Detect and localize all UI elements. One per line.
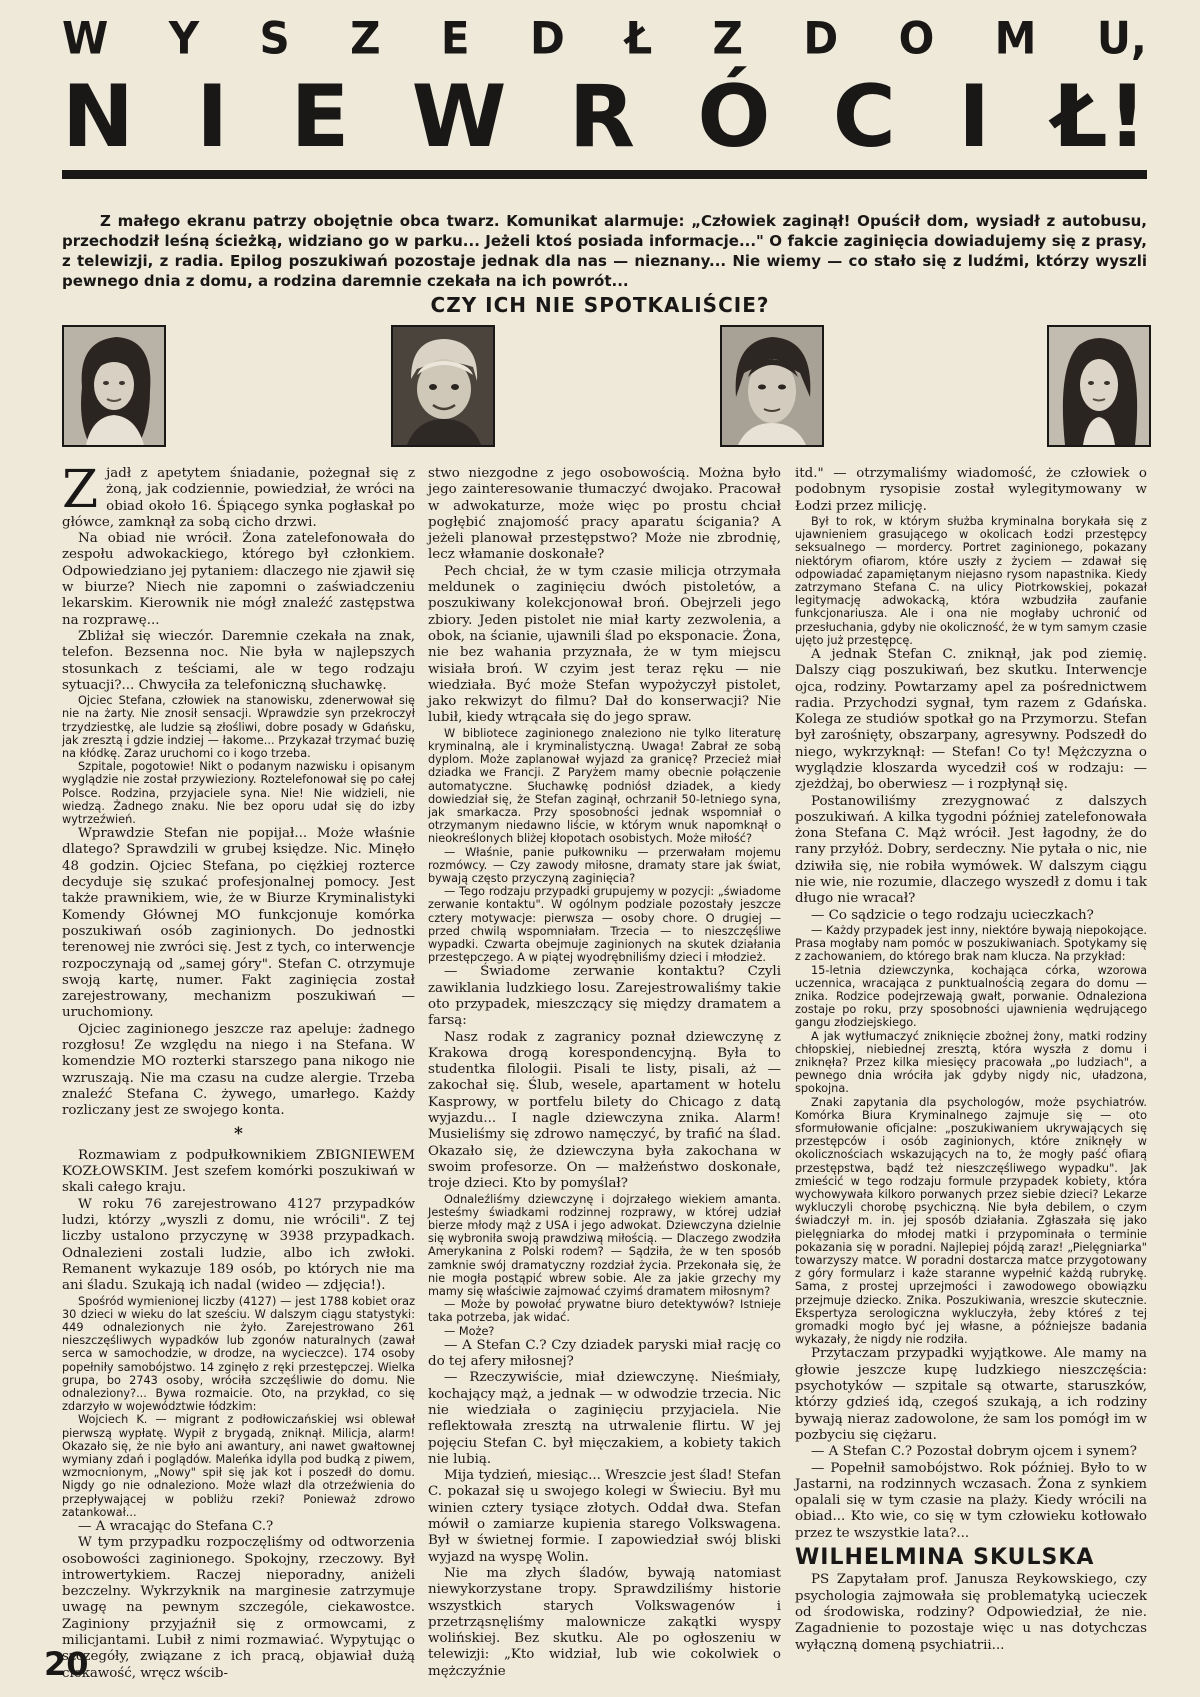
article-paragraph: Był to rok, w którym służba kryminalna borykała się z ujawnieniem grasującego w okolicach Łodzi przestępcy seksualnego — mordercy. Portret zaginionego, pokazany niektórym ofiarom, które uszły z życiem — zdawał się odpowiadać zapamiętanym niejasno rysom napastnika. Kiedy zatrzymano Stefana C. na ulicy Piotrkowskiej, pokazał legitymację adwokacką, która wzbudziła zaufanie funkcjonariusza. Ale i ona nie mogłaby uchronić od przesłuchania, gdyby nie okoliczność, że w tym samym czasie ujęto już przestępcę.	[795, 514, 1147, 647]
article-paragraph: Zjadł z apetytem śniadanie, pożegnał się z żoną, jak codziennie, powiedział, że wróci na obiad około 16. Śpiącego synka pogłaskał po główce, zamknął za sobą cicho drzwi.	[62, 460, 415, 530]
article-paragraph: Wojciech K. — migrant z podłowiczańskiej wsi oblewał pierwszą wypłatę. Wypił z brygadą, zniknął. Milicja, alarm! Okazało się, że nie było ani awantury, ani nawet gwałtownej wymiany zdań i poglądów. Maleńka idylla pod budką z piwem, wzmocnionym, „Nowy" spił się jak kot i poszedł do domu. Nigdy go nie odnaleziono. Może wlazł dla otrzeźwienia do przepływającej w pobliżu rzeki? Ponieważ zdrowo zatankował...	[62, 1413, 415, 1519]
article-paragraph: — Popełnił samobójstwo. Rok później. Było to w Jastarni, na rodzinnych wczasach. Żona z synkiem opalali się w tym czasie na plaży. Kiedy wrócili na obiad... Kto wie, co się w tym człowieku kotłowało przez te wszystkie lata?...	[795, 1460, 1147, 1541]
article-paragraph: Postanowiliśmy zrezygnować z dalszych poszukiwań. A kilka tygodni później zatelefonowała żona Stefana C. Mąż wrócił. Jest łagodny, że do rany przyłóż. Dobry, serdeczny. Nie pytała o nic, nie dziwiła się, nie robiła wymówek. W dalszym ciągu nie wie, nie rozumie, dlaczego wyszedł z domu i tak długo nie wracał?	[795, 793, 1147, 907]
drop-cap: Z	[62, 460, 99, 520]
article-paragraph: Szpitale, pogotowie! Nikt o podanym nazwisku i opisanym wyglądzie nie został przywieziony. Roztelefonował się po całej Polsce. Rodzina, przyjaciele syna. Nie! Nie widzieli, nie wiedzą. Żadnego znaku. Nie bez oporu udał się do izby wytrzeźwień.	[62, 760, 415, 826]
article-column-3	[795, 466, 1147, 1653]
article-paragraph: Mija tydzień, miesiąc... Wreszcie jest ślad! Stefan C. pokazał się u swojego kolegi w Świeciu. Był mu winien cztery tysiące złotych. Oddał dwa. Stefan mówił o zamiarze kupienia starego Volkswagena. Był w świetnej formie. I zapowiedział swój bliski wyjazd na wyspę Wolin.	[428, 1468, 781, 1565]
article-paragraph: Nie ma złych śladów, bywają natomiast niewykorzystane tropy. Sprawdziliśmy historie wszystkich starych Volkswagenów i przetrząsnęliśmy malownicze zakątki wyspy wolińskiej. Bez skutku. Ale po ogłoszeniu w telewizji: „Kto widział, lub wie cokolwiek o mężczyźnie	[428, 1565, 781, 1679]
headline-1-letter: Ł	[625, 12, 653, 65]
article-paragraph: — Właśnie, panie pułkowniku — przerwałam mojemu rozmówcy. — Czy zawody miłosne, dramaty stare jak świat, bywają często przyczyną zaginięcia?	[428, 845, 781, 885]
article-paragraph: — Co sądzicie o tego rodzaju ucieczkach?	[811, 907, 1094, 923]
headline-1-letter: S	[259, 12, 290, 65]
article-paragraph: Ojciec Stefana, człowiek na stanowisku, zdenerwował się nie na żarty. Nie znosił sensacji. Wprawdzie syn przekroczył trzydziestkę, ale ludzie są złośliwi, dobre posady w Gdańsku, jak zresztą i gdzie indziej — łakome... Przykazał trzymać buzię na kłódkę. Zaraz uruchomi co i kogo trzeba.	[62, 694, 415, 760]
article-paragraph: — Może?	[444, 1324, 495, 1338]
headline-2-letter: N	[62, 67, 134, 167]
article-paragraph: Znaki zapytania dla psychologów, może psychiatrów. Komórka Biura Kryminalnego zajmuje się — oto sformułowanie oficjalne: „poszukiwaniem ukrywających się przestępców i osób zaginionych, które zniknęły w okolicznościach wskazujących na to, że mogły paść ofiarą przestępstwa, bądź też nieszczęśliwego wypadku". Jak zmieścić w tego rodzaju formule przypadek kobiety, która wychowywała kilkoro porwanych przez siebie dzieci? Lekarze wykluczyli chorobę psychiczną. Nie była debilem, o czym świadczył m. in. jej sposób działania. Zgłaszała się jako pielęgniarka do młodej matki i przypominała o terminie pokazania się w poradni. Najlepiej pójdą zaraz! „Pielęgniarka" towarzyszy matce. W poradni dostarcza matce przygotowany z góry formularz i każe staranne wypełnić każdą rubrykę. Sama, z prostej uprzejmości i zawodowego obowiązku przejmuje dziecko. Znika. Poszukiwania, wreszcie skutecznie. Ekspertyza serologiczna wykluczyła, żeby któreś z tej gromadki mogło być jej własne, a późniejsze badania wykazały, że nigdy nie rodziła.	[795, 1095, 1147, 1347]
photo-young-man	[720, 325, 824, 447]
photo-woman	[62, 325, 166, 447]
article-paragraph: Przytaczam przypadki wyjątkowe. Ale mamy na głowie jeszcze kupę ludzkiego nieszczęścia: psychotyków — szpitale są otwarte, staruszków, którzy gdzieś idą, czegoś szukają, a ich rodziny bywają nieraz zadowolone, że sam los pomógł im w pozbyciu się ciężaru.	[795, 1346, 1147, 1443]
article-paragraph: Zbliżał się wieczór. Daremnie czekała na znak, telefon. Bezsenna noc. Nie była w najlepszych stosunkach z teściami, ale w tego rodzaju sytuacji?... Chwyciła za telefoniczną słuchawkę.	[62, 628, 415, 693]
article-paragraph: — Może by powołać prywatne biuro detektywów? Istnieje taka potrzeba, jak widać.	[428, 1298, 781, 1325]
article-column-2	[428, 466, 781, 1679]
article-paragraph: 15-letnia dziewczynka, kochająca córka, wzorowa uczennica, wracająca z punktualnością zegara do domu — znika. Rodzice podejrzewają gwałt, porwanie. Odnaleziona zostaje po roku, przy sposobności ujawnienia wędrującego gangu złodziejskiego.	[795, 963, 1147, 1030]
headline-2-letter: I	[196, 67, 229, 167]
article-paragraph: A jak wytłumaczyć zniknięcie zbożnej żony, matki rodziny chłopskiej, niebiednej zresztą, która wyszła z domu i zniknęła? Przez kilka miesięcy pracowała „po ludziach", a pewnego dnia wróciła jak gdyby nigdy nic, uładzona, spokojna.	[795, 1029, 1147, 1096]
postscript-paragraph: PS Zapytałam prof. Janusza Reykowskiego, czy psychologia zajmowała się problematyką ucieczek od środowiska, rodziny? Odpowiedział, że nie. Zagadnienie to pozostaje więc u nas dotychczas wyłączną domeną psychiatrii...	[795, 1572, 1147, 1653]
headline-1-letter: O	[898, 12, 935, 65]
article-paragraph: — A Stefan C.? Pozostał dobrym ojcem i synem?	[811, 1444, 1137, 1460]
article-paragraph: W tym przypadku rozpoczęliśmy od odtworzenia osobowości zaginionego. Spokojny, rzeczowy. Był introwertykiem. Raczej nieporadny, aniżeli bezczelny. Wykrzyknik na marginesie zatrzymuje uwagę na pewnym szczególe, ciekawostce. Zaginiony przyjaźnił się z ormowcami, z milicjantami. Lubił z nimi rozmawiać. Wypytując o szczegóły, związane z ich pracą, objawiał dużą ciekawość, wręcz wścib-	[62, 1535, 415, 1681]
headline-2-letter: R	[568, 67, 636, 167]
article-paragraph: Na obiad nie wrócił. Żona zatelefonowała do zespołu adwokackiego, którego był członkiem. Odpowiedziano jej pytaniem: dlaczego nie zjawił się w biurze? Niech nie zapomni o zaświadczeniu lekarskim. Kierownik nie mógł znaleźć zastępstwa na rozprawę...	[62, 531, 415, 628]
headline-1-letter: Z	[712, 12, 743, 65]
article-paragraph: Rozmawiam z podpułkownikiem ZBIGNIEWEM KOZŁOWSKIM. Jest szefem komórki poszukiwań w skali całego kraju.	[62, 1147, 415, 1196]
article-paragraph: Wprawdzie Stefan nie popijał... Może właśnie dlatego? Sprawdzili w grubej księdze. Nic. Minęło 48 godzin. Ojciec Stefana, po ciężkiej rozterce decyduje się szukać profesjonalnej pomocy. Jest także prawnikiem, wie, że w Biurze Kryminalistyki Komendy Głównej MO funkcjonuje komórka poszukiwań osób zaginionych. Do jednostki terenowej nie zwróci się. Jest z tych, co interwencje rozpoczynają od „samej góry". Stefan C. otrzymuje swoją kartę, numer. Fakt zaginięcia został zarejestrowany, mechanizm poszukiwań — uruchomiony.	[62, 826, 415, 1021]
headline-2-letter: C	[832, 67, 896, 167]
article-paragraph: Ojciec zaginionego jeszcze raz apeluje: żadnego rozgłosu! Ze względu na niego i na Stefana. W komendzie MO rozterki starszego pana nikogo nie wzruszają. Nie ma czasu na cudze alergie. Trzeba znaleźć Stefana C. żywego, umarłego. Każdy rozliczany jest ze swojego konta.	[62, 1021, 415, 1119]
headline-1-letter: M	[994, 12, 1037, 65]
article-paragraph: A jednak Stefan C. zniknął, jak pod ziemię. Dalszy ciąg poszukiwań, bez skutku. Interwencje ojca, rodziny. Powtarzamy apel za pośrednictwem radia. Przychodzi sygnał, tym razem z Gdańska. Kolega ze studiów spotkał go na Przymorzu. Stefan był zarośnięty, obszarpany, agresywny. Podszedł do niego, wykrzyknął: — Stefan! Co ty! Mężczyzna o wyglądzie kloszarda wycedził coś w rodzaju: — zjeżdżaj, bo oberwiesz — i rozpłynął się.	[795, 646, 1147, 793]
headline-1-letter: Z	[350, 12, 381, 65]
article-paragraph: Pech chciał, że w tym czasie milicja otrzymała meldunek o zaginięciu dwóch pistoletów, a poszukiwany kolekcjonował broń. Obejrzeli jego zbiory. Jeden pistolet nie miał karty zezwolenia, a obok, na ścianie, ujawnili ślad po eksponacie. Żona, nie bez wahania przyznała, że w tym miejscu wisiała broń. W czyim jest teraz ręku — nie wiedziała. Być może Stefan wypożyczył pistolet, jako rekwizyt do filmu? Dał do konserwacji? Nie lubił, kiedy wtrącała się do jego spraw.	[428, 563, 781, 726]
headline-line-1	[62, 13, 1147, 66]
headline-2-letter: E	[290, 67, 350, 167]
headline-line-2	[62, 67, 1147, 167]
headline-rule	[62, 170, 1147, 179]
article-paragraph: stwo niezgodne z jego osobowością. Można było jego zainteresowanie tłumaczyć dwojako. Pracował w adwokaturze, może więc po prostu chciał pogłębić znajomość pracy aparatu ścigania? A jeżeli planował przestępstwo? Może nie zbrodnię, lecz włamanie doskonałe?	[428, 466, 781, 563]
lead-paragraph: Z małego ekranu patrzy obojętnie obca twarz. Komunikat alarmuje: „Człowiek zaginął! Opuścił dom, wysiadł z autobusu, przechodził leśną ścieżką, widziano go w parku... Jeżeli ktoś posiada informacje..." O fakcie zaginięcia dowiadujemy się z prasy, z telewizji, z radia. Epilog poszukiwań pozostaje jednak dla nas — nieznany... Nie wiemy — co stało się z ludźmi, którzy wyszli pewnego dnia z domu, a rodzina daremnie czekała na ich powrót...	[62, 212, 1147, 290]
article-paragraph: — A Stefan C.? Czy dziadek paryski miał rację co do tej afery miłosnej?	[428, 1337, 781, 1370]
headline-1-letter: D	[803, 12, 839, 65]
article-paragraph: Odnaleźliśmy dziewczynę i dojrzałego wiekiem amanta. Jesteśmy świadkami rodzinnej rozprawy, w której udział bierze młody mąż z USA i jego adwokat. Dziewczyna dzielnie się wybroniła swoją prawdziwą miłością. — Dlaczego zwodziła Amerykanina z Polski rodem? — Sądziła, że w ten sposób zamknie swój dramatyczny rozdział życia. Przekonała się, że nie mogła postąpić wbrew sobie. Ale za jakie grzechy my mamy się właściwie zajmować czyimś dramatem miłosnym?	[428, 1192, 781, 1298]
headline-1-letter: D	[529, 12, 565, 65]
article-paragraph: W bibliotece zaginionego znaleziono nie tylko literaturę kryminalną, ale i kryminalistyczną. Uwaga! Zabrał ze sobą dyplom. Może zaplanował wyjazd za granicę? Przecież miał dziadka we Francji. Z Paryżem mamy obecnie połączenie automatyczne. Słuchawkę podniósł dziadek, a kiedy dowiedział się, że Stefan zaginął, ochrzanił 50-letniego syna, jak smarkacza. Przy sposobności jednak wspomniał o otrzymanym niedawno liście, w którym wnuk napomknął o nieokreślonych bliżej kłopotach osobistych. Może miłość?	[428, 726, 781, 846]
headline-1-letter: W	[62, 12, 109, 65]
woman-portrait-icon	[64, 327, 164, 445]
article-paragraph: — Każdy przypadek jest inny, niektóre bywają niepokojące. Prasa mogłaby nam pomóc w poszukiwaniach. Spotykamy się z zachowaniem, do którego brak nam klucza. Na przykład:	[795, 923, 1147, 964]
section-subhead: CZY ICH NIE SPOTKALIŚCIE?	[430, 293, 770, 317]
headline-1-letter: E	[440, 12, 470, 65]
photo-girl	[1047, 325, 1151, 447]
section-divider-star: *	[234, 1123, 243, 1144]
headline-1-letter: U,	[1096, 12, 1147, 65]
article-paragraph: Nasz rodak z zagranicy poznał dziewczynę z Krakowa drogą korespondencyjną. Była to studentka filologii. Pisali te listy, pisali, aż — zakochał się. Ślub, wesele, apartament w hotelu Kasprowy, w portfelu bilety do Chicago z datą wyjazdu... I nagle dziewczyna znika. Alarm! Musieliśmy się zdrowo namęczyć, by trafić na ślad. Okazało się, że dziewczyna była zakochana w swoim profesorze. On — małżeństwo doskonałe, troje dzieci. Kto by pomyślał?	[428, 1029, 781, 1192]
headline-2-letter: Ó	[697, 67, 771, 167]
article-paragraph: — Świadome zerwanie kontaktu? Czyli zawiklania ludzkiego losu. Zarejestrowaliśmy takie oto przypadek, mieszczący się między dramatem a farsą:	[428, 964, 781, 1029]
article-paragraph: Spośród wymienionej liczby (4127) — jest 1788 kobiet oraz 30 dzieci w wieku do lat sześciu. W dalszym ciągu statystyki: 449 odnalezionych nie żyło. Zarejestrowano 261 nieszczęśliwych wypadków lub zgonów naturalnych (zawał serca w samochodzie, w drodze, na wycieczce). 174 osoby popełniły samobójstwo. 14 zginęło z ręki przestępczej. Wielka grupa, bo 2743 osoby, wróciła szczęśliwie do domu. Nie odnaleziony?... Bywa rozmaicie. Oto, na przykład, co się zdarzyło w województwie łódzkim:	[62, 1294, 415, 1414]
article-paragraph: itd." — otrzymaliśmy wiadomość, że człowiek o podobnym rysopisie został wylegitymowany w Łodzi przez milicję.	[795, 466, 1147, 514]
headline-1-letter: Y	[168, 12, 200, 65]
headline-2-letter: W	[411, 67, 507, 167]
article-paragraph: — A wracając do Stefana C.?	[78, 1518, 274, 1534]
headline-2-letter: I	[958, 67, 991, 167]
author-signature: WILHELMINA SKULSKA	[795, 1545, 1095, 1571]
photo-boy	[391, 325, 495, 447]
article-paragraph: W roku 76 zarejestrowano 4127 przypadków ludzi, którzy „wyszli z domu, nie wrócili". Z tej liczby ustalono przyczynę w 3938 przypadkach. Odnalezieni zostali ludzie, albo ich zwłoki. Remanent wykazuje 189 osób, po których nie ma ani śladu. Szukają ich nadal (wideo — zdjęcia!).	[62, 1196, 415, 1294]
article-paragraph: — Rzeczywiście, miał dziewczynę. Nieśmiały, kochający mąż, a jednak — w odwodzie trzecia. Nic nie wiedziała o zaginięciu przyjaciela. Nie reflektowała zresztą na utrwalenie flirtu. W jej pojęciu Stefan C. był mięczakiem, a kobiety takich nie lubią.	[428, 1370, 781, 1467]
boy-portrait-icon	[393, 327, 493, 445]
girl-portrait-icon	[1049, 327, 1149, 445]
page-number: 20	[44, 1645, 89, 1683]
young-man-portrait-icon	[722, 327, 822, 445]
headline-2-letter: Ł!	[1052, 67, 1147, 167]
article-paragraph: — Tego rodzaju przypadki grupujemy w pozycji: „świadome zerwanie kontaktu". W ogólnym podziale pozostały jeszcze cztery motywacje: pierwsza — osoby chore. O drugiej — przed chwilą wspomniałam. Trzecia — to nieszczęśliwe wypadki. Czwarta obejmuje zaginionych na skutek działania przestępczego. A w piątej wyodrębniliśmy dzieci i młodzież.	[428, 885, 781, 965]
